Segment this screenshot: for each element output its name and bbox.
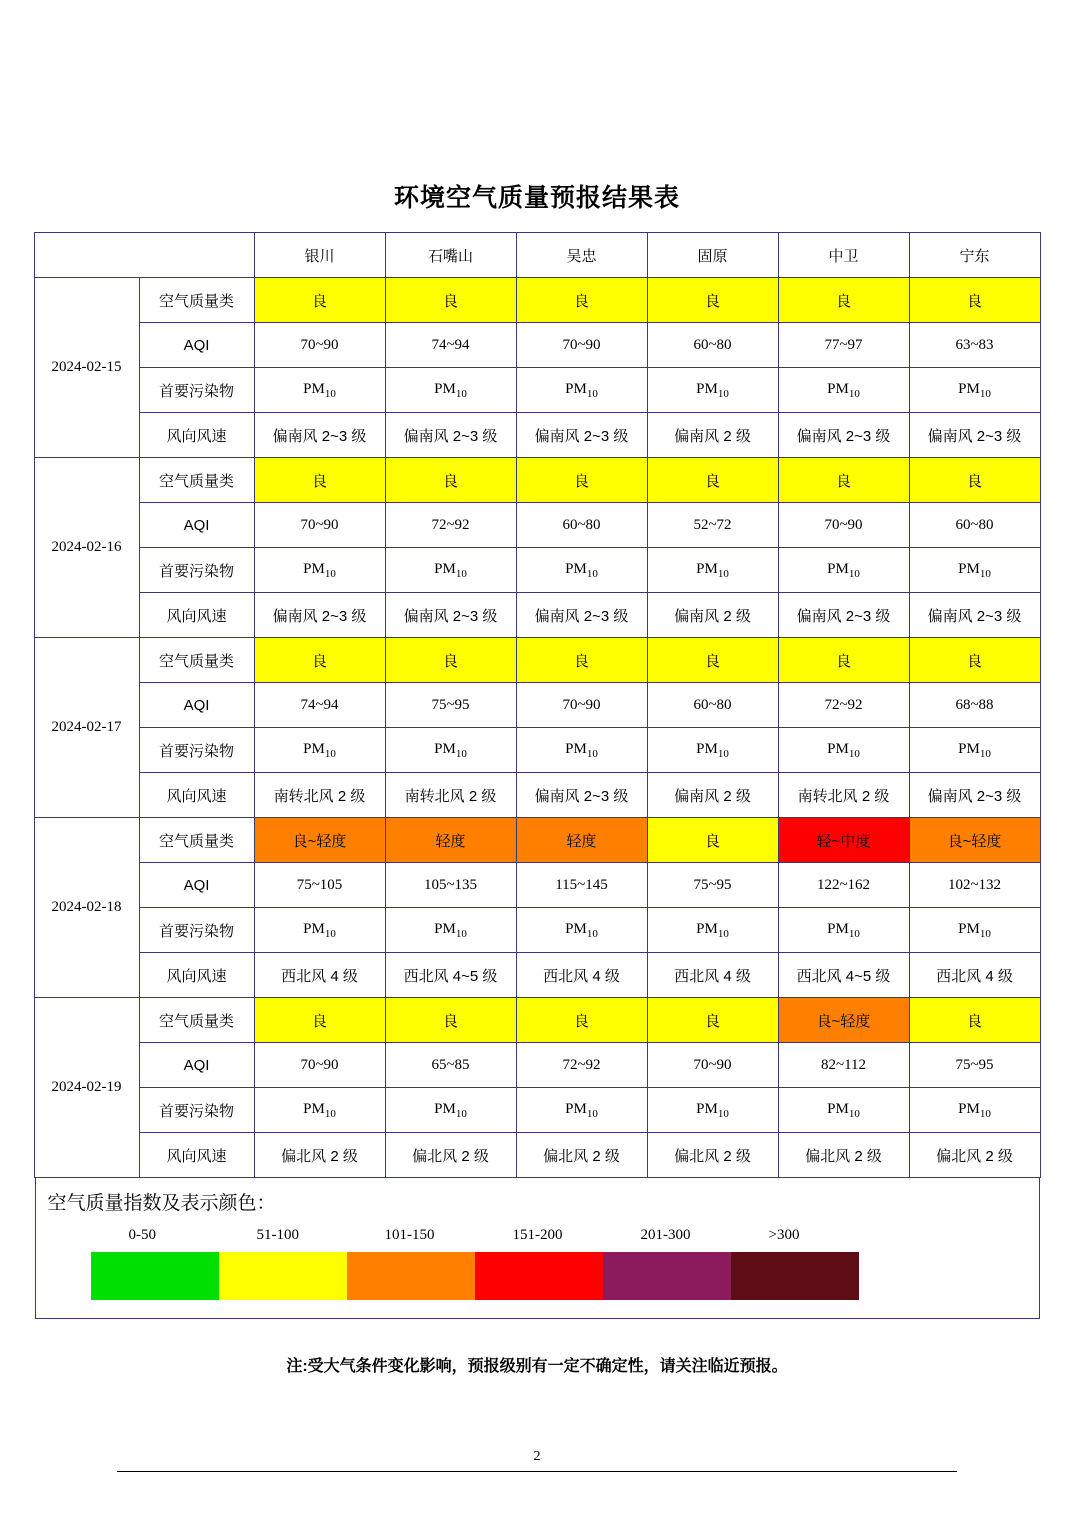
- forecast-note: 注:受大气条件变化影响，预报级别有一定不确定性，请关注临近预报。: [286, 1358, 788, 1375]
- row-header-metric: 空气质量类: [139, 818, 254, 863]
- forecast-date: 2024-02-15: [34, 278, 139, 458]
- table-row: [34, 773, 1040, 818]
- legend-swatch-1: [219, 1252, 347, 1300]
- cell-aqi: 75~105: [254, 863, 385, 908]
- cell-wind: 偏南风 2~3 级: [254, 413, 385, 458]
- cell-pollutant: $PM_{10}$: [909, 368, 1040, 413]
- legend-range-3: 151-200: [512, 1227, 563, 1243]
- cell-level: 良: [385, 278, 516, 323]
- cell-aqi: 70~90: [516, 323, 647, 368]
- cell-level: 良~轻度: [778, 998, 909, 1043]
- cell-wind: 西北风 4~5 级: [778, 953, 909, 998]
- table-row: [34, 998, 1040, 1043]
- cell-level: 良: [778, 638, 909, 683]
- cell-pollutant: $PM_{10}$: [516, 728, 647, 773]
- cell-aqi: 72~92: [385, 503, 516, 548]
- cell-aqi: 65~85: [385, 1043, 516, 1088]
- legend-title: 空气质量指数及表示颜色：: [47, 1193, 276, 1214]
- cell-level: 良: [647, 278, 778, 323]
- cell-aqi: 70~90: [778, 503, 909, 548]
- cell-wind: 南转北风 2 级: [254, 773, 385, 818]
- table-row: [34, 863, 1040, 908]
- cell-wind: 偏北风 2 级: [909, 1133, 1040, 1178]
- cell-aqi: 75~95: [909, 1043, 1040, 1088]
- cell-aqi: 70~90: [516, 683, 647, 728]
- cell-aqi: 115~145: [516, 863, 647, 908]
- cell-wind: 偏南风 2~3 级: [254, 593, 385, 638]
- table-row: [34, 908, 1040, 953]
- column-header-city-2: 吴忠: [516, 233, 647, 278]
- cell-wind: 偏南风 2~3 级: [516, 773, 647, 818]
- row-header-metric: AQI: [139, 863, 254, 908]
- column-header-city-4: 中卫: [778, 233, 909, 278]
- cell-wind: 偏南风 2 级: [647, 773, 778, 818]
- cell-wind: 偏南风 2~3 级: [778, 413, 909, 458]
- cell-level: 良: [385, 458, 516, 503]
- cell-pollutant: $PM_{10}$: [909, 908, 1040, 953]
- legend-panel: [35, 1178, 1040, 1319]
- cell-wind: 偏南风 2~3 级: [385, 413, 516, 458]
- legend-range-5: >300: [768, 1227, 800, 1243]
- table-row: [34, 818, 1040, 863]
- row-header-metric: 首要污染物: [139, 368, 254, 413]
- cell-aqi: 63~83: [909, 323, 1040, 368]
- cell-wind: 西北风 4 级: [647, 953, 778, 998]
- cell-pollutant: $PM_{10}$: [909, 1088, 1040, 1133]
- cell-pollutant: $PM_{10}$: [647, 728, 778, 773]
- table-row: [34, 503, 1040, 548]
- cell-wind: 西北风 4 级: [909, 953, 1040, 998]
- cell-pollutant: $PM_{10}$: [778, 368, 909, 413]
- cell-pollutant: $PM_{10}$: [647, 368, 778, 413]
- table-row: [34, 593, 1040, 638]
- cell-level: 良: [647, 638, 778, 683]
- cell-level: 良~轻度: [909, 818, 1040, 863]
- cell-level: 良: [385, 638, 516, 683]
- cell-wind: 南转北风 2 级: [778, 773, 909, 818]
- cell-aqi: 75~95: [385, 683, 516, 728]
- table-row: [34, 1133, 1040, 1178]
- column-header-city-3: 固原: [647, 233, 778, 278]
- column-header-city-0: 银川: [254, 233, 385, 278]
- cell-pollutant: $PM_{10}$: [254, 728, 385, 773]
- row-header-metric: AQI: [139, 683, 254, 728]
- cell-pollutant: $PM_{10}$: [385, 548, 516, 593]
- row-header-metric: 空气质量类: [139, 998, 254, 1043]
- cell-level: 良~轻度: [254, 818, 385, 863]
- cell-wind: 偏北风 2 级: [778, 1133, 909, 1178]
- table-row: [34, 953, 1040, 998]
- row-header-metric: AQI: [139, 323, 254, 368]
- cell-pollutant: $PM_{10}$: [385, 368, 516, 413]
- column-header-city-5: 宁东: [909, 233, 1040, 278]
- cell-pollutant: $PM_{10}$: [909, 728, 1040, 773]
- forecast-date: 2024-02-16: [34, 458, 139, 638]
- legend-range-1: 51-100: [256, 1227, 299, 1243]
- cell-level: 良: [516, 998, 647, 1043]
- table-row: [34, 1043, 1040, 1088]
- forecast-date: 2024-02-19: [34, 998, 139, 1178]
- cell-level: 良: [647, 818, 778, 863]
- cell-pollutant: $PM_{10}$: [254, 1088, 385, 1133]
- forecast-date: 2024-02-18: [34, 818, 139, 998]
- row-header-metric: AQI: [139, 503, 254, 548]
- row-header-metric: 风向风速: [139, 1133, 254, 1178]
- cell-wind: 偏南风 2~3 级: [909, 593, 1040, 638]
- cell-pollutant: $PM_{10}$: [516, 548, 647, 593]
- cell-wind: 西北风 4 级: [516, 953, 647, 998]
- row-header-metric: 首要污染物: [139, 548, 254, 593]
- cell-wind: 偏南风 2~3 级: [516, 593, 647, 638]
- table-row: [34, 323, 1040, 368]
- cell-level: 良: [254, 458, 385, 503]
- row-header-metric: 空气质量类: [139, 458, 254, 503]
- cell-aqi: 74~94: [385, 323, 516, 368]
- cell-level: 良: [647, 458, 778, 503]
- cell-wind: 偏南风 2 级: [647, 413, 778, 458]
- footer-rule: [117, 1471, 957, 1472]
- cell-level: 良: [254, 638, 385, 683]
- cell-wind: 南转北风 2 级: [385, 773, 516, 818]
- cell-wind: 偏南风 2~3 级: [516, 413, 647, 458]
- table-row: [34, 548, 1040, 593]
- cell-wind: 西北风 4~5 级: [385, 953, 516, 998]
- air-quality-forecast-table: [34, 232, 1041, 1178]
- cell-pollutant: $PM_{10}$: [647, 908, 778, 953]
- cell-wind: 偏南风 2~3 级: [385, 593, 516, 638]
- cell-level: 良: [647, 998, 778, 1043]
- cell-aqi: 68~88: [909, 683, 1040, 728]
- table-row: [34, 278, 1040, 323]
- table-row: [34, 728, 1040, 773]
- cell-pollutant: $PM_{10}$: [254, 368, 385, 413]
- cell-wind: 偏北风 2 级: [254, 1133, 385, 1178]
- page-number: 2: [533, 1449, 541, 1464]
- cell-aqi: 70~90: [254, 323, 385, 368]
- row-header-metric: 风向风速: [139, 953, 254, 998]
- row-header-metric: 空气质量类: [139, 278, 254, 323]
- cell-pollutant: $PM_{10}$: [516, 908, 647, 953]
- cell-aqi: 82~112: [778, 1043, 909, 1088]
- cell-level: 良: [516, 458, 647, 503]
- cell-pollutant: $PM_{10}$: [254, 908, 385, 953]
- cell-wind: 偏南风 2~3 级: [778, 593, 909, 638]
- cell-aqi: 60~80: [909, 503, 1040, 548]
- table-row: [34, 458, 1040, 503]
- legend-swatch-2: [347, 1252, 475, 1300]
- row-header-metric: 首要污染物: [139, 908, 254, 953]
- row-header-metric: AQI: [139, 1043, 254, 1088]
- row-header-metric: 空气质量类: [139, 638, 254, 683]
- cell-pollutant: $PM_{10}$: [647, 548, 778, 593]
- cell-wind: 偏南风 2~3 级: [909, 773, 1040, 818]
- cell-level: 良: [516, 278, 647, 323]
- cell-pollutant: $PM_{10}$: [909, 548, 1040, 593]
- cell-pollutant: $PM_{10}$: [385, 908, 516, 953]
- table-header-row: [34, 233, 1040, 278]
- page-footer: [0, 1449, 1074, 1472]
- cell-level: 轻~中度: [778, 818, 909, 863]
- cell-pollutant: $PM_{10}$: [385, 728, 516, 773]
- cell-wind: 偏南风 2 级: [647, 593, 778, 638]
- cell-aqi: 70~90: [254, 503, 385, 548]
- cell-pollutant: $PM_{10}$: [778, 1088, 909, 1133]
- page-title: 环境空气质量预报结果表: [393, 184, 680, 212]
- cell-level: 良: [385, 998, 516, 1043]
- legend-color-bar: [36, 1252, 1039, 1300]
- cell-aqi: 70~90: [647, 1043, 778, 1088]
- cell-pollutant: $PM_{10}$: [385, 1088, 516, 1133]
- table-row: [34, 413, 1040, 458]
- cell-pollutant: $PM_{10}$: [778, 908, 909, 953]
- cell-wind: 偏南风 2~3 级: [909, 413, 1040, 458]
- legend-swatch-5: [731, 1252, 859, 1300]
- table-row: [34, 368, 1040, 413]
- cell-aqi: 105~135: [385, 863, 516, 908]
- legend-range-4: 201-300: [640, 1227, 691, 1243]
- cell-aqi: 122~162: [778, 863, 909, 908]
- legend-range-labels: [36, 1227, 1039, 1244]
- cell-pollutant: $PM_{10}$: [778, 548, 909, 593]
- row-header-metric: 首要污染物: [139, 728, 254, 773]
- cell-level: 良: [254, 278, 385, 323]
- cell-level: 良: [254, 998, 385, 1043]
- cell-wind: 偏北风 2 级: [647, 1133, 778, 1178]
- cell-wind: 偏北风 2 级: [385, 1133, 516, 1178]
- forecast-date: 2024-02-17: [34, 638, 139, 818]
- legend-range-2: 101-150: [384, 1227, 435, 1243]
- legend-range-0: 0-50: [128, 1227, 156, 1243]
- cell-pollutant: $PM_{10}$: [778, 728, 909, 773]
- cell-aqi: 74~94: [254, 683, 385, 728]
- cell-aqi: 77~97: [778, 323, 909, 368]
- column-header-city-1: 石嘴山: [385, 233, 516, 278]
- cell-aqi: 70~90: [254, 1043, 385, 1088]
- cell-pollutant: $PM_{10}$: [647, 1088, 778, 1133]
- cell-aqi: 72~92: [778, 683, 909, 728]
- row-header-metric: 风向风速: [139, 593, 254, 638]
- cell-pollutant: $PM_{10}$: [516, 1088, 647, 1133]
- cell-level: 良: [778, 278, 909, 323]
- cell-level: 良: [909, 998, 1040, 1043]
- legend-swatch-4: [603, 1252, 731, 1300]
- table-row: [34, 683, 1040, 728]
- legend-swatch-3: [475, 1252, 603, 1300]
- cell-aqi: 75~95: [647, 863, 778, 908]
- cell-wind: 西北风 4 级: [254, 953, 385, 998]
- row-header-metric: 首要污染物: [139, 1088, 254, 1133]
- cell-level: 良: [778, 458, 909, 503]
- row-header-metric: 风向风速: [139, 773, 254, 818]
- cell-level: 轻度: [385, 818, 516, 863]
- legend-swatch-0: [91, 1252, 219, 1300]
- cell-aqi: 60~80: [647, 323, 778, 368]
- table-row: [34, 1088, 1040, 1133]
- cell-wind: 偏北风 2 级: [516, 1133, 647, 1178]
- row-header-metric: 风向风速: [139, 413, 254, 458]
- cell-level: 轻度: [516, 818, 647, 863]
- cell-aqi: 72~92: [516, 1043, 647, 1088]
- cell-pollutant: $PM_{10}$: [516, 368, 647, 413]
- cell-pollutant: $PM_{10}$: [254, 548, 385, 593]
- table-corner-cell: [34, 233, 254, 278]
- cell-level: 良: [516, 638, 647, 683]
- table-row: [34, 638, 1040, 683]
- cell-aqi: 102~132: [909, 863, 1040, 908]
- cell-level: 良: [909, 458, 1040, 503]
- cell-level: 良: [909, 638, 1040, 683]
- cell-aqi: 60~80: [516, 503, 647, 548]
- cell-aqi: 52~72: [647, 503, 778, 548]
- cell-aqi: 60~80: [647, 683, 778, 728]
- cell-level: 良: [909, 278, 1040, 323]
